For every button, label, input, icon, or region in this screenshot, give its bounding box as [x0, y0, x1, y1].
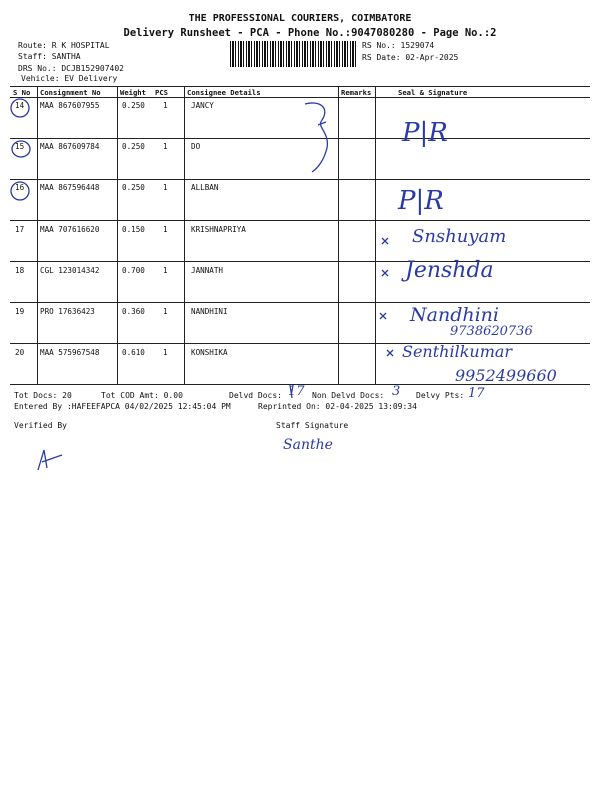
delvd-docs-count: 17 [288, 384, 305, 399]
col-header-weight: Weight [120, 88, 146, 97]
cell-pcs: 1 [163, 142, 168, 151]
cell-weight: 0.250 [122, 142, 145, 151]
phone-row-20: 9952499660 [455, 366, 557, 385]
cell-consignment: MAA 867607955 [40, 101, 100, 110]
signature-row-18: Jenshda [405, 258, 494, 283]
vehicle-label: Vehicle: EV Delivery [21, 74, 118, 83]
col-header-sno: S No [13, 88, 31, 97]
cell-sno: 15 [15, 142, 25, 151]
cell-consignee: JANNATH [191, 266, 224, 275]
delvy-pts: Delvy Pts: [416, 391, 465, 400]
bracket-mark [305, 103, 327, 172]
row-15-circle [12, 141, 30, 157]
verified-by-label: Verified By [14, 421, 67, 430]
cell-consignment: PRO 17636423 [40, 307, 95, 316]
cell-sno: 14 [15, 101, 25, 110]
cell-weight: 0.250 [122, 101, 145, 110]
cell-consignment: MAA 867609784 [40, 142, 100, 151]
cell-pcs: 1 [163, 225, 168, 234]
rs-date: RS Date: 02-Apr-2025 [362, 53, 459, 62]
signature-row-19: Nandhini [410, 304, 499, 326]
cross-17 [382, 238, 388, 244]
non-delvd-docs: Non Delvd Docs: [312, 391, 385, 400]
cell-weight: 0.700 [122, 266, 145, 275]
cell-pcs: 1 [163, 266, 168, 275]
route-label: Route: R K HOSPITAL [18, 41, 110, 50]
staff-label: Staff: SANTHA [18, 52, 81, 61]
row-16-circle [11, 182, 29, 200]
cell-weight: 0.250 [122, 183, 145, 192]
cell-pcs: 1 [163, 101, 168, 110]
entered-by: Entered By :HAFEEFAPCA 04/02/2025 12:45:04 PM [14, 402, 231, 411]
staff-signature: Santhe [283, 437, 333, 453]
cell-consignee: DO [191, 142, 201, 151]
staff-signature-label: Staff Signature [276, 421, 349, 430]
col-header-consignment: Consignment No [40, 88, 101, 97]
cell-weight: 0.150 [122, 225, 145, 234]
tot-docs: Tot Docs: 20 [14, 391, 72, 400]
cell-consignee: JANCY [191, 101, 214, 110]
cell-sno: 17 [15, 225, 25, 234]
cell-sno: 18 [15, 266, 25, 275]
col-header-consignee: Consignee Details [187, 88, 261, 97]
pr-mark-row-16: P|R [398, 186, 444, 216]
delvy-pts-count: 17 [468, 386, 485, 401]
col-header-remarks: Remarks [341, 88, 372, 97]
cell-pcs: 1 [163, 307, 168, 316]
reprinted-on: Reprinted On: 02-04-2025 13:09:34 [258, 402, 417, 411]
cell-weight: 0.610 [122, 348, 145, 357]
cell-sno: 16 [15, 183, 25, 192]
runsheet-subtitle: Delivery Runsheet - PCA - Phone No.:9047080280 - Page No.:2 [123, 27, 497, 39]
cell-consignee: ALLBAN [191, 183, 219, 192]
cell-consignee: NANDHINI [191, 307, 228, 316]
rs-no: RS No.: 1529074 [362, 41, 435, 50]
signature-row-17: Snshuyam [412, 226, 507, 247]
signature-row-20: Senthilkumar [402, 342, 513, 361]
cell-sno: 20 [15, 348, 25, 357]
pr-mark-row-14: P|R [402, 118, 448, 148]
drs-label: DRS No.: DCJB152907402 [18, 64, 124, 73]
col-header-pcs: PCS [155, 88, 168, 97]
non-delvd-count: 3 [392, 384, 401, 399]
cell-pcs: 1 [163, 348, 168, 357]
company-title: THE PROFESSIONAL COURIERS, COIMBATORE [188, 13, 412, 24]
row-14-circle [11, 99, 29, 117]
cell-consignment: MAA 867596448 [40, 183, 100, 192]
cell-sno: 19 [15, 307, 25, 316]
cell-consignment: CGL 123014342 [40, 266, 100, 275]
phone-row-19: 9738620736 [450, 324, 533, 339]
cell-consignment: MAA 575967548 [40, 348, 100, 357]
cell-consignment: MAA 707616620 [40, 225, 100, 234]
cell-pcs: 1 [163, 183, 168, 192]
cross-19 [380, 313, 386, 319]
cross-18 [382, 270, 388, 276]
col-header-seal: Seal & Signature [398, 88, 468, 97]
tot-cod-amt: Tot COD Amt: 0.00 [101, 391, 183, 400]
cell-consignee: KONSHIKA [191, 348, 228, 357]
delvd-docs: Delvd Docs: [229, 391, 282, 400]
cell-consignee: KRISHNAPRIYA [191, 225, 246, 234]
verified-signature [38, 450, 62, 470]
cell-weight: 0.360 [122, 307, 145, 316]
cross-20 [387, 350, 393, 356]
